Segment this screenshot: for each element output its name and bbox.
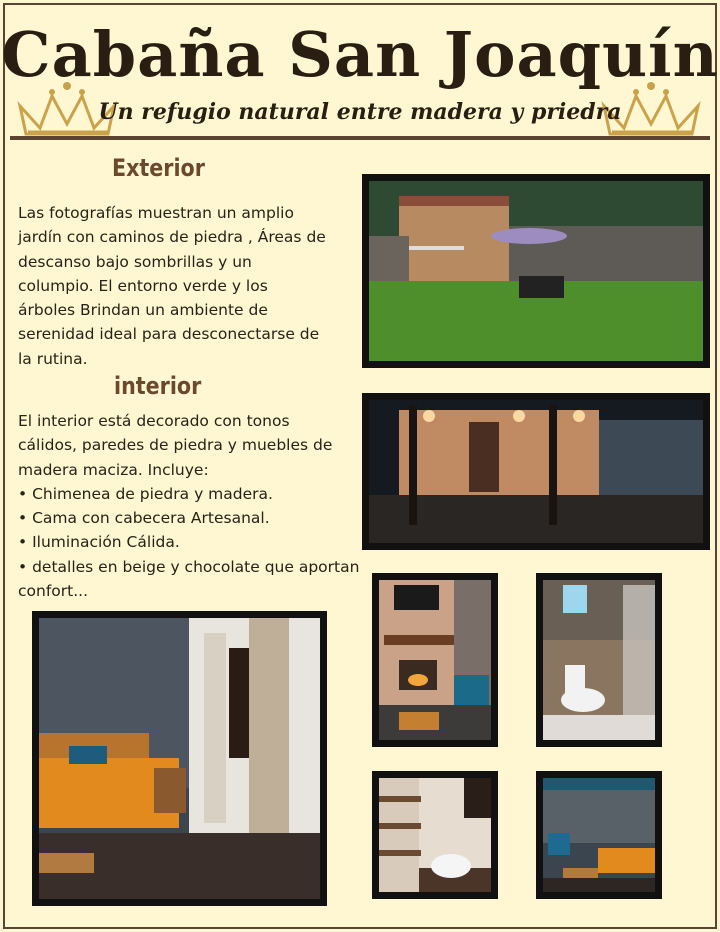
exterior-heading: Exterior [112, 154, 205, 182]
text-line: Las fotografías muestran un amplio [18, 204, 294, 222]
text-line: la rutina. [18, 349, 88, 368]
interior-heading: interior [114, 372, 202, 400]
page-subtitle: Un refugio natural entre madera y priedra [98, 99, 622, 125]
text-line: confort... [18, 582, 88, 601]
text-line: cálidos, paredes de piedra y muebles de [18, 436, 333, 455]
bedroom-photo [32, 611, 327, 906]
text-line: descanso bajo sombrillas y un [18, 252, 252, 271]
text-line: serenidad ideal para desconectarse de [18, 325, 320, 344]
porch-night-photo [362, 393, 710, 550]
interior-paragraph [18, 409, 359, 603]
exterior-garden-photo [362, 174, 710, 368]
text-line: • Cama con cabecera Artesanal. [18, 509, 270, 528]
text-line: • Chimenea de piedra y madera. [18, 484, 273, 503]
fireplace-photo [372, 573, 498, 747]
text-line: • Iluminación Cálida. [18, 533, 180, 552]
text-line: madera maciza. Incluye: [18, 460, 209, 479]
bathroom-photo [536, 573, 662, 747]
text-line: columpio. El entorno verde y los [18, 276, 268, 295]
header-divider [10, 136, 710, 140]
page-title: Cabaña San Joaquín [1, 18, 719, 91]
sink-photo [372, 771, 498, 899]
text-line: árboles Brindan un ambiente de [18, 301, 268, 320]
exterior-paragraph [18, 201, 326, 371]
text-line: jardín con caminos de piedra , Áreas de [18, 228, 326, 247]
text-line: El interior está decorado con tonos [18, 412, 290, 430]
text-line: • detalles en beige y chocolate que aportan [18, 557, 360, 576]
second-bedroom-photo [536, 771, 662, 899]
